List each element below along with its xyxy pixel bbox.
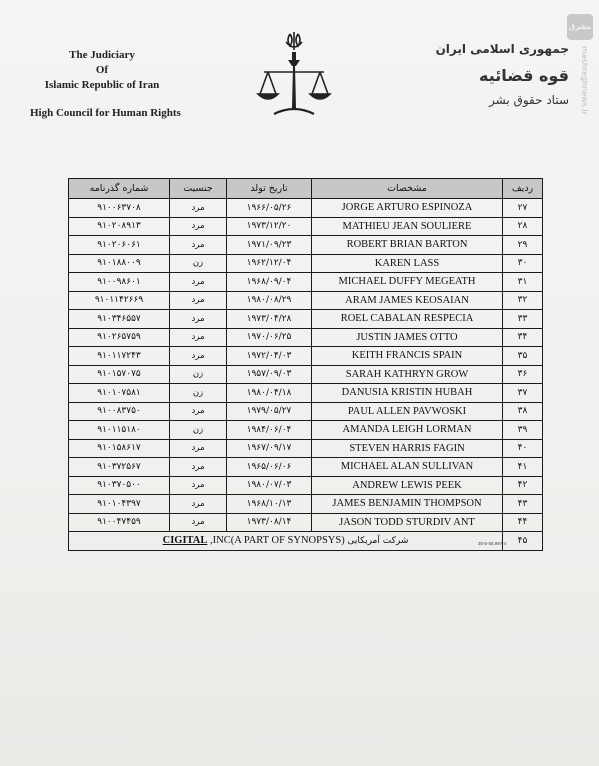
header-passport: شماره گذرنامه <box>69 179 170 199</box>
row-number: ۳۳ <box>503 310 543 329</box>
person-name: SARAH KATHRYN GROW <box>312 365 503 384</box>
gender: زن <box>170 384 227 403</box>
passport-number: ۹۱۰۰۶۳۷۰۸ <box>69 199 170 218</box>
watermark-site: mashreghnews.ir <box>580 46 589 115</box>
watermark-logo: مشرق <box>567 14 593 40</box>
row-number: ۳۹ <box>503 421 543 440</box>
birth-date: ۱۹۶۸/۰۹/۰۴ <box>227 273 312 292</box>
gender: مرد <box>170 199 227 218</box>
passport-number: ۹۱۰۲۶۵۷۵۹ <box>69 328 170 347</box>
row-number: ۳۵ <box>503 347 543 366</box>
passport-number: ۹۱۰۳۴۶۵۵۷ <box>69 310 170 329</box>
row-number: ۲۷ <box>503 199 543 218</box>
company-name: CIGITAL <box>162 535 208 547</box>
table-row <box>69 365 543 384</box>
birth-date: ۱۹۷۰/۰۶/۲۵ <box>227 328 312 347</box>
gender: مرد <box>170 347 227 366</box>
passport-number: ۹۱۰۱۸۸۰۰۹ <box>69 254 170 273</box>
passport-number: ۹۱۰۱۱۵۱۸۰ <box>69 421 170 440</box>
row-number: ۳۲ <box>503 291 543 310</box>
row-number: ۴۵ <box>503 532 543 551</box>
gender: مرد <box>170 236 227 255</box>
passport-number: ۹۱۰۰۴۷۴۵۹ <box>69 513 170 532</box>
gender: مرد <box>170 291 227 310</box>
row-number: ۳۶ <box>503 365 543 384</box>
birth-date: ۱۹۷۳/۰۴/۲۸ <box>227 310 312 329</box>
passport-number: ۹۱۰۱۵۷۰۷۵ <box>69 365 170 384</box>
person-name: MICHAEL DUFFY MEGEATH <box>312 273 503 292</box>
table-row <box>69 291 543 310</box>
birth-date: ۱۹۷۹/۰۵/۲۷ <box>227 402 312 421</box>
header-line-judiciary-fa: قوه قضائیه <box>478 66 569 85</box>
row-number: ۳۸ <box>503 402 543 421</box>
person-name: ROBERT BRIAN BARTON <box>312 236 503 255</box>
person-name: DANUSIA KRISTIN HUBAH <box>312 384 503 403</box>
table-row <box>69 328 543 347</box>
watermark <box>565 6 597 126</box>
person-name: STEVEN HARRIS FAGIN <box>312 439 503 458</box>
person-name: MICHAEL ALAN SULLIVAN <box>312 458 503 477</box>
header-row-number: ردیف <box>503 179 543 199</box>
row-number: ۲۹ <box>503 236 543 255</box>
gender: مرد <box>170 495 227 514</box>
table-row <box>69 199 543 218</box>
passport-number: ۹۱۰۱۱۴۲۶۶۹ <box>69 291 170 310</box>
header-line-republic-fa: جمهوری اسلامی ایران <box>435 42 569 56</box>
header-persian <box>429 42 569 107</box>
scales-of-justice-emblem-icon <box>254 30 334 120</box>
table-row <box>69 347 543 366</box>
person-name: ARAM JAMES KEOSAIAN <box>312 291 503 310</box>
row-number: ۴۱ <box>503 458 543 477</box>
row-number: ۳۱ <box>503 273 543 292</box>
row-number: ۴۳ <box>503 495 543 514</box>
person-name: JASON TODD STURDIV ANT <box>312 513 503 532</box>
table-row <box>69 310 543 329</box>
row-number: ۳۰ <box>503 254 543 273</box>
gender: زن <box>170 421 227 440</box>
passport-number: ۹۱۰۱۰۷۵۸۱ <box>69 384 170 403</box>
birth-date: ۱۹۸۰/۰۷/۰۳ <box>227 476 312 495</box>
header-english <box>22 48 182 119</box>
birth-date: ۱۹۶۸/۱۰/۱۳ <box>227 495 312 514</box>
row-number: ۴۰ <box>503 439 543 458</box>
gender: مرد <box>170 458 227 477</box>
table-row <box>69 476 543 495</box>
gender: مرد <box>170 513 227 532</box>
person-name: KAREN LASS <box>312 254 503 273</box>
header-line-judiciary: The Judiciary <box>69 49 135 61</box>
passport-number: ۹۱۰۲۰۶۰۶۱ <box>69 236 170 255</box>
gender: مرد <box>170 476 227 495</box>
person-name: ROEL CABALAN RESPECIA <box>312 310 503 329</box>
birth-date: ۱۹۶۷/۰۹/۱۷ <box>227 439 312 458</box>
birth-date: ۱۹۸۰/۰۸/۲۹ <box>227 291 312 310</box>
birth-date: ۱۹۷۲/۰۴/۰۳ <box>227 347 312 366</box>
gender: مرد <box>170 328 227 347</box>
person-name: KEITH FRANCIS SPAIN <box>312 347 503 366</box>
header-gender: جنسیت <box>170 179 227 199</box>
table-row <box>69 458 543 477</box>
gender: مرد <box>170 273 227 292</box>
table-row <box>69 217 543 236</box>
gender: مرد <box>170 439 227 458</box>
footer-reference: 30-5-56.997-4 <box>478 541 507 546</box>
table-row <box>69 495 543 514</box>
person-name: ANDREW LEWIS PEEK <box>312 476 503 495</box>
passport-number: ۹۱۰۰۸۳۷۵۰ <box>69 402 170 421</box>
table-row <box>69 236 543 255</box>
passport-number: ۹۱۰۳۷۰۵۰۰ <box>69 476 170 495</box>
row-number: ۴۲ <box>503 476 543 495</box>
company-cell <box>69 532 503 551</box>
table-row <box>69 273 543 292</box>
header-line-of: Of <box>95 64 109 76</box>
gender: مرد <box>170 310 227 329</box>
birth-date: ۱۹۷۳/۰۸/۱۴ <box>227 513 312 532</box>
row-number: ۴۴ <box>503 513 543 532</box>
passport-number: ۹۱۰۰۹۸۶۰۱ <box>69 273 170 292</box>
company-name-rest: ,INC(A PART OF SYNOPSYS) <box>207 535 345 547</box>
birth-date: ۱۹۶۲/۱۲/۰۴ <box>227 254 312 273</box>
table-row <box>69 402 543 421</box>
table-row-company <box>69 532 543 551</box>
birth-date: ۱۹۵۷/۰۹/۰۳ <box>227 365 312 384</box>
table-row <box>69 421 543 440</box>
row-number: ۳۷ <box>503 384 543 403</box>
person-name: PAUL ALLEN PAVWOSKI <box>312 402 503 421</box>
birth-date: ۱۹۶۵/۰۶/۰۶ <box>227 458 312 477</box>
header-line-council-fa: ستاد حقوق بشر <box>489 93 569 107</box>
table-row <box>69 384 543 403</box>
birth-date: ۱۹۶۶/۰۵/۲۶ <box>227 199 312 218</box>
birth-date: ۱۹۸۰/۰۴/۱۸ <box>227 384 312 403</box>
birth-date: ۱۹۷۱/۰۹/۲۳ <box>227 236 312 255</box>
header-birth-date: تاریخ تولد <box>227 179 312 199</box>
birth-date: ۱۹۷۳/۱۲/۲۰ <box>227 217 312 236</box>
table-row <box>69 513 543 532</box>
person-name: JUSTIN JAMES OTTO <box>312 328 503 347</box>
header-line-republic: Islamic Republic of Iran <box>44 79 160 91</box>
person-name: MATHIEU JEAN SOULIERE <box>312 217 503 236</box>
passport-number: ۹۱۰۳۷۲۵۶۷ <box>69 458 170 477</box>
gender: زن <box>170 254 227 273</box>
passport-number: ۹۱۰۱۰۴۳۹۷ <box>69 495 170 514</box>
person-name: AMANDA LEIGH LORMAN <box>312 421 503 440</box>
gender: مرد <box>170 217 227 236</box>
person-name: JORGE ARTURO ESPINOZA <box>312 199 503 218</box>
passport-number: ۹۱۰۱۱۷۲۴۳ <box>69 347 170 366</box>
table-header-row <box>69 179 543 199</box>
person-name: JAMES BENJAMIN THOMPSON <box>312 495 503 514</box>
table-row <box>69 439 543 458</box>
header-details: مشخصات <box>312 179 503 199</box>
row-number: ۳۴ <box>503 328 543 347</box>
row-number: ۲۸ <box>503 217 543 236</box>
company-label-fa: شرکت آمریکایی <box>347 536 409 547</box>
gender: زن <box>170 365 227 384</box>
gender: مرد <box>170 402 227 421</box>
passport-number: ۹۱۰۲۰۸۹۱۳ <box>69 217 170 236</box>
passport-number: ۹۱۰۱۵۸۶۱۷ <box>69 439 170 458</box>
header-line-council: High Council for Human Rights <box>30 107 181 119</box>
table-row <box>69 254 543 273</box>
birth-date: ۱۹۸۴/۰۶/۰۴ <box>227 421 312 440</box>
personnel-table <box>68 178 543 551</box>
